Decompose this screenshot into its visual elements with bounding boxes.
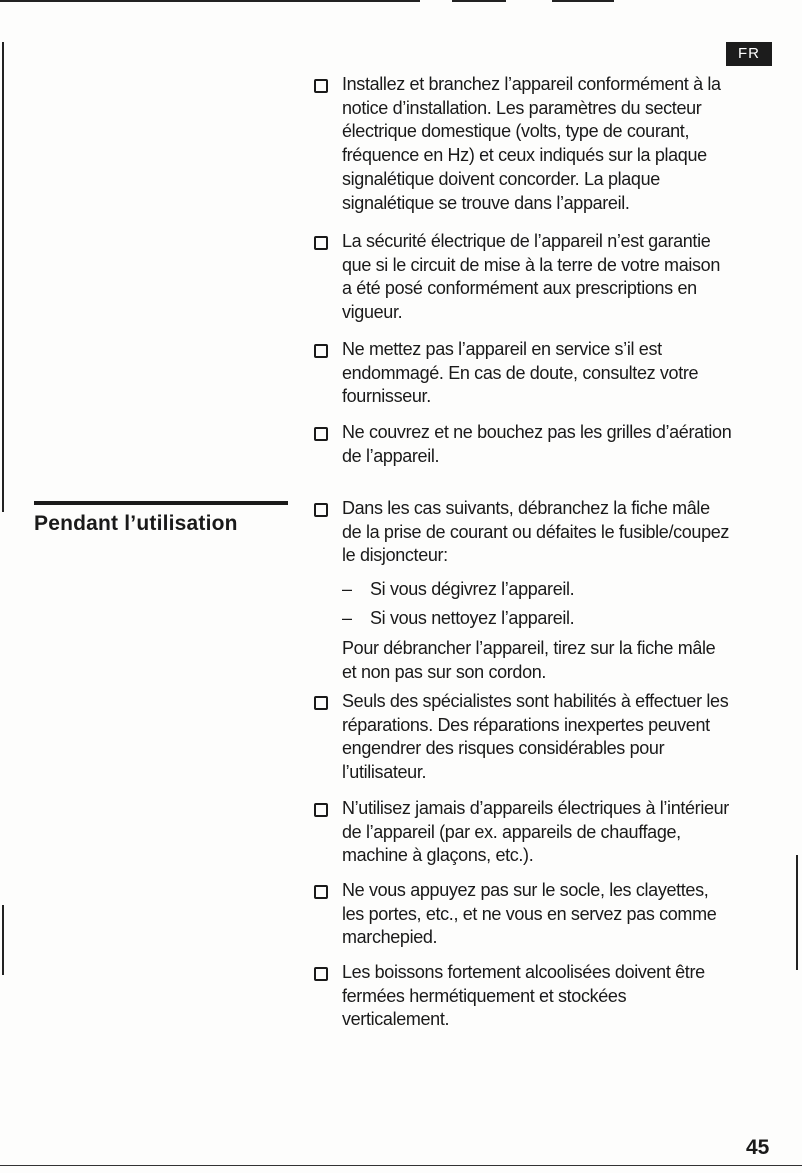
left-margin-bar (2, 42, 4, 512)
list-item (314, 879, 784, 950)
list-item (314, 421, 784, 468)
list-item-text: Seuls des spécialistes sont habilités à effectuer les réparations. Des réparations inexpertes peuvent engendrer des risques considérables pour l’utilisateur. (342, 691, 729, 783)
page-number: 45 (746, 1136, 770, 1159)
sub-list-item (342, 607, 574, 631)
list-item (314, 797, 784, 868)
checkbox-icon (314, 503, 328, 517)
checkbox-icon (314, 427, 328, 441)
dash-bullet: – (342, 608, 352, 628)
list-item (314, 497, 784, 568)
unplug-note: Pour débrancher l’appareil, tirez sur la fiche mâle et non pas sur son cordon. (342, 638, 716, 682)
checkbox-icon (314, 236, 328, 250)
list-item (314, 230, 784, 325)
top-rule-right (552, 0, 614, 2)
list-item (314, 961, 784, 1032)
checkbox-icon (314, 803, 328, 817)
sub-list-item-text: Si vous nettoyez l’appareil. (370, 608, 575, 628)
checkbox-icon (314, 344, 328, 358)
top-rule-center (452, 0, 506, 2)
section-heading: Pendant l’utilisation (34, 512, 238, 535)
checkbox-icon (314, 696, 328, 710)
language-badge: FR (726, 42, 772, 66)
list-item-text: Ne couvrez et ne bouchez pas les grilles d’aération de l’appareil. (342, 422, 732, 466)
list-item-text: La sécurité électrique de l’appareil n’est garantie que si le circuit de mise à la terre de votre maison a été posé conformément aux prescriptions en vigueur. (342, 231, 720, 323)
checkbox-icon (314, 885, 328, 899)
sub-list-item-text: Si vous dégivrez l’appareil. (370, 579, 575, 599)
section-divider (34, 501, 288, 505)
list-item-text: Installez et branchez l’appareil conformément à la notice d’installation. Les paramètres du secteur électrique domestique (volts, type de courant, fréquence en Hz) et ceux indiqués sur la plaque signalétique doivent concorder. La plaque signalétique se trouve dans l’appareil. (342, 74, 721, 213)
list-item-text: Ne vous appuyez pas sur le socle, les clayettes, les portes, etc., et ne vous en servez pas comme marchepied. (342, 880, 717, 948)
right-margin-bar (796, 855, 798, 970)
dash-bullet: – (342, 579, 352, 599)
checkbox-icon (314, 967, 328, 981)
list-item-text: Dans les cas suivants, débranchez la fiche mâle de la prise de courant ou défaites le fusible/coupez le disjoncteur: (342, 498, 730, 566)
sub-list-item (342, 578, 574, 602)
list-item-text: N’utilisez jamais d’appareils électriques à l’intérieur de l’appareil (par ex. appareils de chauffage, machine à glaçons, etc.). (342, 798, 729, 866)
checkbox-icon (314, 79, 328, 93)
left-margin-bar-lower (2, 905, 4, 975)
list-item (314, 338, 784, 409)
list-item-text: Ne mettez pas l’appareil en service s’il est endommagé. En cas de doute, consultez votre fournisseur. (342, 339, 699, 407)
list-item (314, 690, 784, 785)
top-rule-left (0, 0, 420, 2)
list-item-text: Les boissons fortement alcoolisées doivent être fermées hermétiquement et stockées verticalement. (342, 962, 705, 1030)
list-item (314, 73, 784, 215)
bottom-rule (0, 1165, 802, 1166)
